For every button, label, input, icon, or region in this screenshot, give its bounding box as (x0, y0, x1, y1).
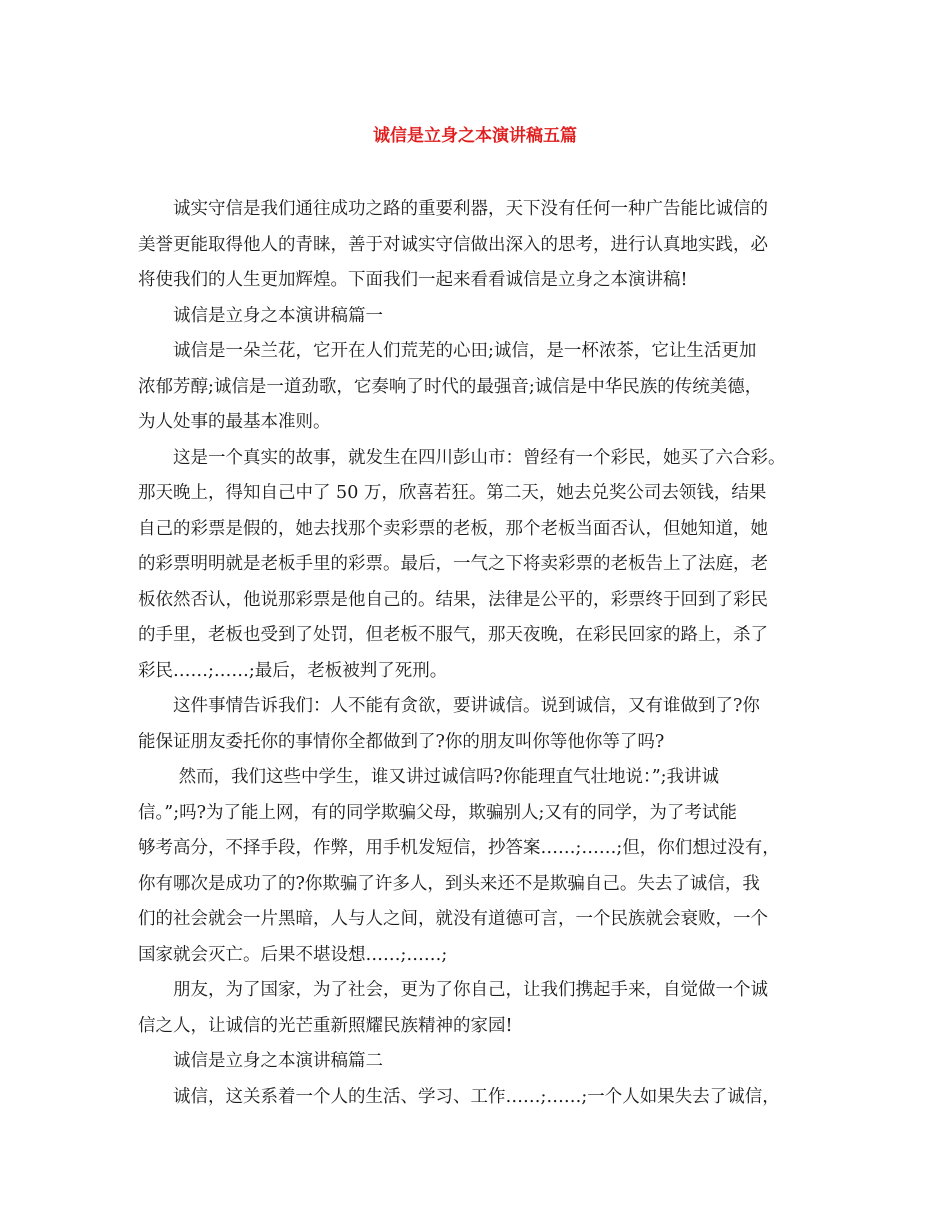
text-line: 国家就会灭亡。后果不堪设想……;……; (138, 944, 448, 965)
text-line: 板依然否认，他说那彩票是他自己的。结果，法律是公平的，彩票终于回到了彩民 (138, 589, 768, 610)
text-line: 你有哪次是成功了的?你欺骗了许多人，到头来还不是欺骗自己。失去了诚信，我 (138, 873, 760, 894)
text-line: 的彩票明明就是老板手里的彩票。最后，一气之下将卖彩票的老板告上了法庭，老 (138, 554, 768, 574)
text-line: 诚信是立身之本演讲稿篇二 (138, 1051, 383, 1071)
text-line: 彩民……;……;最后，老板被判了死刑。 (138, 660, 448, 681)
document-title: 诚信是立身之本演讲稿五篇 (373, 126, 577, 146)
text-line: 朋友，为了国家，为了社会，更为了你自己，让我们携起手来，自觉做一个诚 (138, 980, 768, 1000)
text-line: 诚信是立身之本演讲稿篇一 (138, 305, 383, 326)
text-line: 那天晚上，得知自己中了 50 万，欣喜若狂。第二天，她去兑奖公司去领钱，结果 (138, 483, 767, 503)
text-line: 们的社会就会一片黑暗，人与人之间，就没有道德可言，一个民族就会衰败，一个 (138, 909, 768, 929)
text-line: 然而，我们这些中学生，谁又讲过诚信吗?你能理直气壮地说：”;我讲诚 (138, 767, 720, 787)
text-line: 诚实守信是我们通往成功之路的重要利器，天下没有任何一种广告能比诚信的 (138, 199, 768, 219)
text-line: 这是一个真实的故事，就发生在四川彭山市：曾经有一个彩民，她买了六合彩。 (138, 447, 786, 468)
document-body (138, 192, 828, 1115)
text-line: 诚信是一朵兰花，它开在人们荒芜的心田;诚信，是一杯浓茶，它让生活更加 (138, 341, 757, 361)
text-line: 自己的彩票是假的，她去找那个卖彩票的老板，那个老板当面否认，但她知道，她 (138, 518, 768, 539)
text-line: 浓郁芳醇;诚信是一道劲歌，它奏响了时代的最强音;诚信是中华民族的传统美德， (138, 376, 763, 397)
text-line: 的手里，老板也受到了处罚，但老板不服气，那天夜晚，在彩民回家的路上，杀了 (138, 625, 768, 645)
text-line: 这件事情告诉我们：人不能有贪欲，要讲诚信。说到诚信，又有谁做到了?你 (138, 696, 760, 716)
text-line: 为人处事的最基本准则。 (138, 412, 331, 432)
text-line: 将使我们的人生更加辉煌。下面我们一起来看看诚信是立身之本演讲稿! (138, 270, 688, 290)
text-line: 够考高分，不择手段，作弊，用手机发短信，抄答案……;……;但，你们想过没有， (138, 838, 780, 858)
text-line: 诚信，这关系着一个人的生活、学习、工作……;……;一个人如果失去了诚信， (138, 1086, 780, 1107)
text-line: 信。”;吗?为了能上网，有的同学欺骗父母，欺骗别人;又有的同学，为了考试能 (138, 802, 737, 823)
text-line: 信之人，让诚信的光芒重新照耀民族精神的家园! (138, 1015, 513, 1036)
text-line: 美誉更能取得他人的青睐，善于对诚实守信做出深入的思考，进行认真地实践，必 (138, 234, 768, 255)
text-line: 能保证朋友委托你的事情你全都做到了?你的朋友叫你等他你等了吗? (138, 731, 665, 752)
